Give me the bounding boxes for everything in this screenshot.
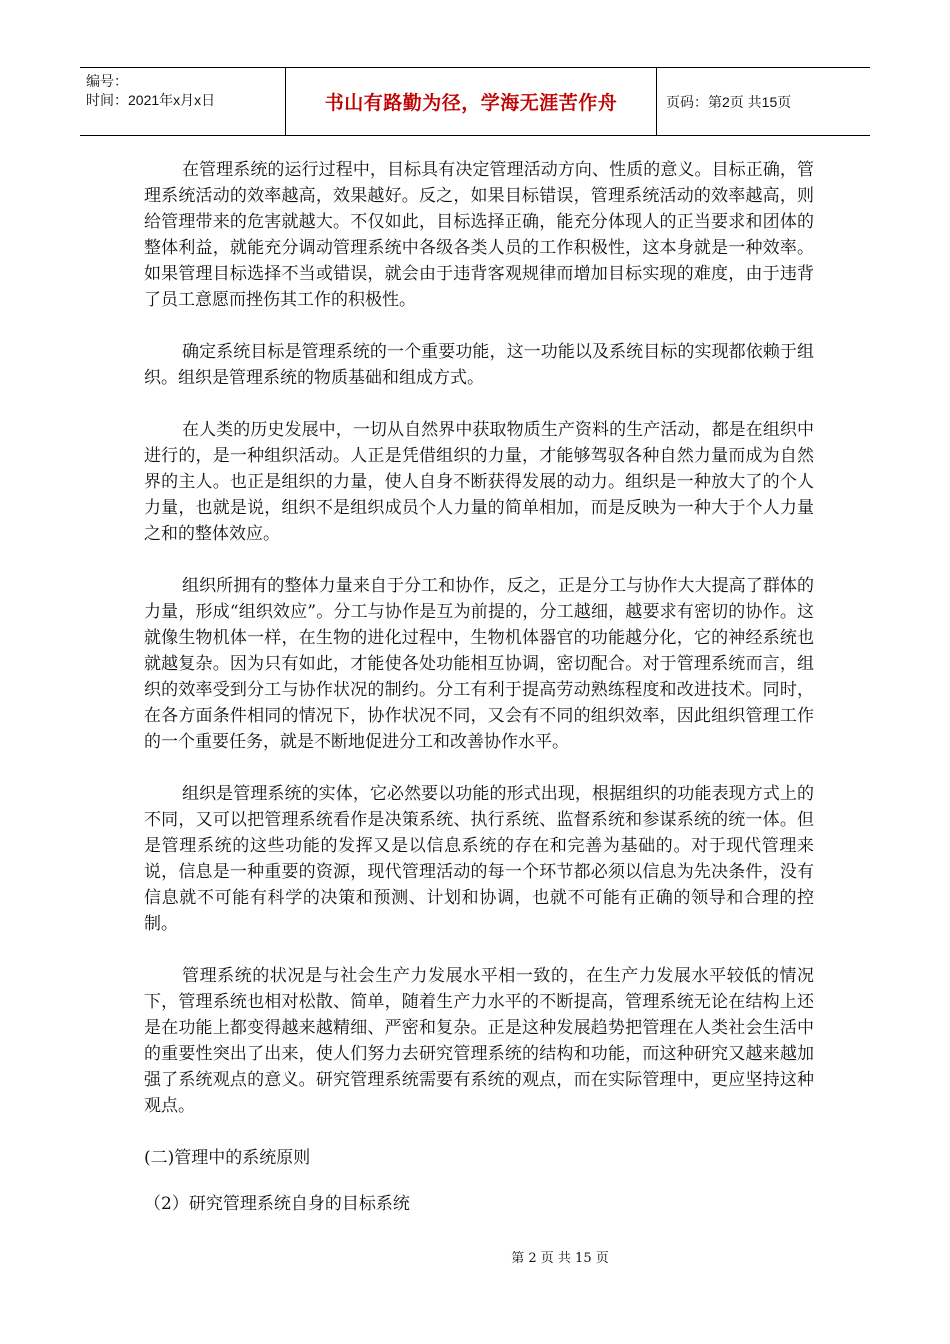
- section-heading: (二)管理中的系统原则: [144, 1148, 311, 1168]
- page-footer: 第 2 页 共 15 页: [511, 1251, 609, 1266]
- body-paragraph: 组织是管理系统的实体，它必然要以功能的形式出现，根据组织的功能表现方式上的不同，又可以把管理系统看作是决策系统、执行系统、监督系统和参谋系统的统一体。但是管理系统的这些功能的发挥又是以信息系统的存在和完善为基础的。对于现代管理来说，信息是一种重要的资源，现代管理活动的每一个环节都必须以信息为先决条件，没有信息就不可能有科学的决策和预测、计划和协调，也就不可能有正确的领导和合理的控制。: [144, 784, 814, 934]
- body-paragraph: 确定系统目标是管理系统的一个重要功能，这一功能以及系统目标的实现都依赖于组织。组织是管理系统的物质基础和组成方式。: [144, 342, 814, 388]
- header-meta: [80, 68, 285, 135]
- document-number-label: 编号：: [86, 73, 128, 89]
- body-paragraph: 管理系统的状况是与社会生产力发展水平相一致的，在生产力发展水平较低的情况下，管理系统也相对松散、简单，随着生产力水平的不断提高，管理系统无论在结构上还是在功能上都变得越来越精细、严密和复杂。正是这种发展趋势把管理在人类社会生活中的重要性突出了出来，使人们努力去研究管理系统的结构和功能，而这种研究又越来越加强了系统观点的意义。研究管理系统需要有系统的观点，而在实际管理中，更应坚持这种观点。: [144, 966, 814, 1116]
- page-header: [80, 67, 870, 136]
- header-motto-cell: [285, 68, 657, 135]
- header-page-info-cell: [657, 68, 870, 135]
- document-body: [144, 157, 814, 1237]
- document-time-label: 时间：2021年x月x日: [86, 92, 216, 108]
- header-motto: 书山有路勤为径，学海无涯苦作舟: [324, 92, 618, 114]
- sub-heading: （2）研究管理系统自身的目标系统: [144, 1194, 410, 1214]
- body-paragraph: 在管理系统的运行过程中，目标具有决定管理活动方向、性质的意义。目标正确，管理系统活动的效率越高，效果越好。反之，如果目标错误，管理系统活动的效率越高，则给管理带来的危害就越大。不仅如此，目标选择正确，能充分体现人的正当要求和团体的整体利益，就能充分调动管理系统中各级各类人员的工作积极性，这本身就是一种效率。如果管理目标选择不当或错误，就会由于违背客观规律而增加目标实现的难度，由于违背了员工意愿而挫伤其工作的积极性。: [144, 160, 814, 310]
- header-page-info: 页码：第2页 共15页: [666, 93, 792, 110]
- body-paragraph: 组织所拥有的整体力量来自于分工和协作，反之，正是分工与协作大大提高了群体的力量，形成“组织效应”。分工与协作是互为前提的，分工越细，越要求有密切的协作。这就像生物机体一样，在生物的进化过程中，生物机体器官的功能越分化，它的神经系统也就越复杂。因为只有如此，才能使各处功能相互协调，密切配合。对于管理系统而言，组织的效率受到分工与协作状况的制约。分工有利于提高劳动熟练程度和改进技术。同时，在各方面条件相同的情况下，协作状况不同，又会有不同的组织效率，因此组织管理工作的一个重要任务，就是不断地促进分工和改善协作水平。: [144, 576, 814, 752]
- body-paragraph: 在人类的历史发展中，一切从自然界中获取物质生产资料的生产活动，都是在组织中进行的，是一种组织活动。人正是凭借组织的力量，才能够驾驭各种自然力量而成为自然界的主人。也正是组织的力量，使人自身不断获得发展的动力。组织是一种放大了的个人力量，也就是说，组织不是组织成员个人力量的简单相加，而是反映为一种大于个人力量之和的整体效应。: [144, 420, 814, 544]
